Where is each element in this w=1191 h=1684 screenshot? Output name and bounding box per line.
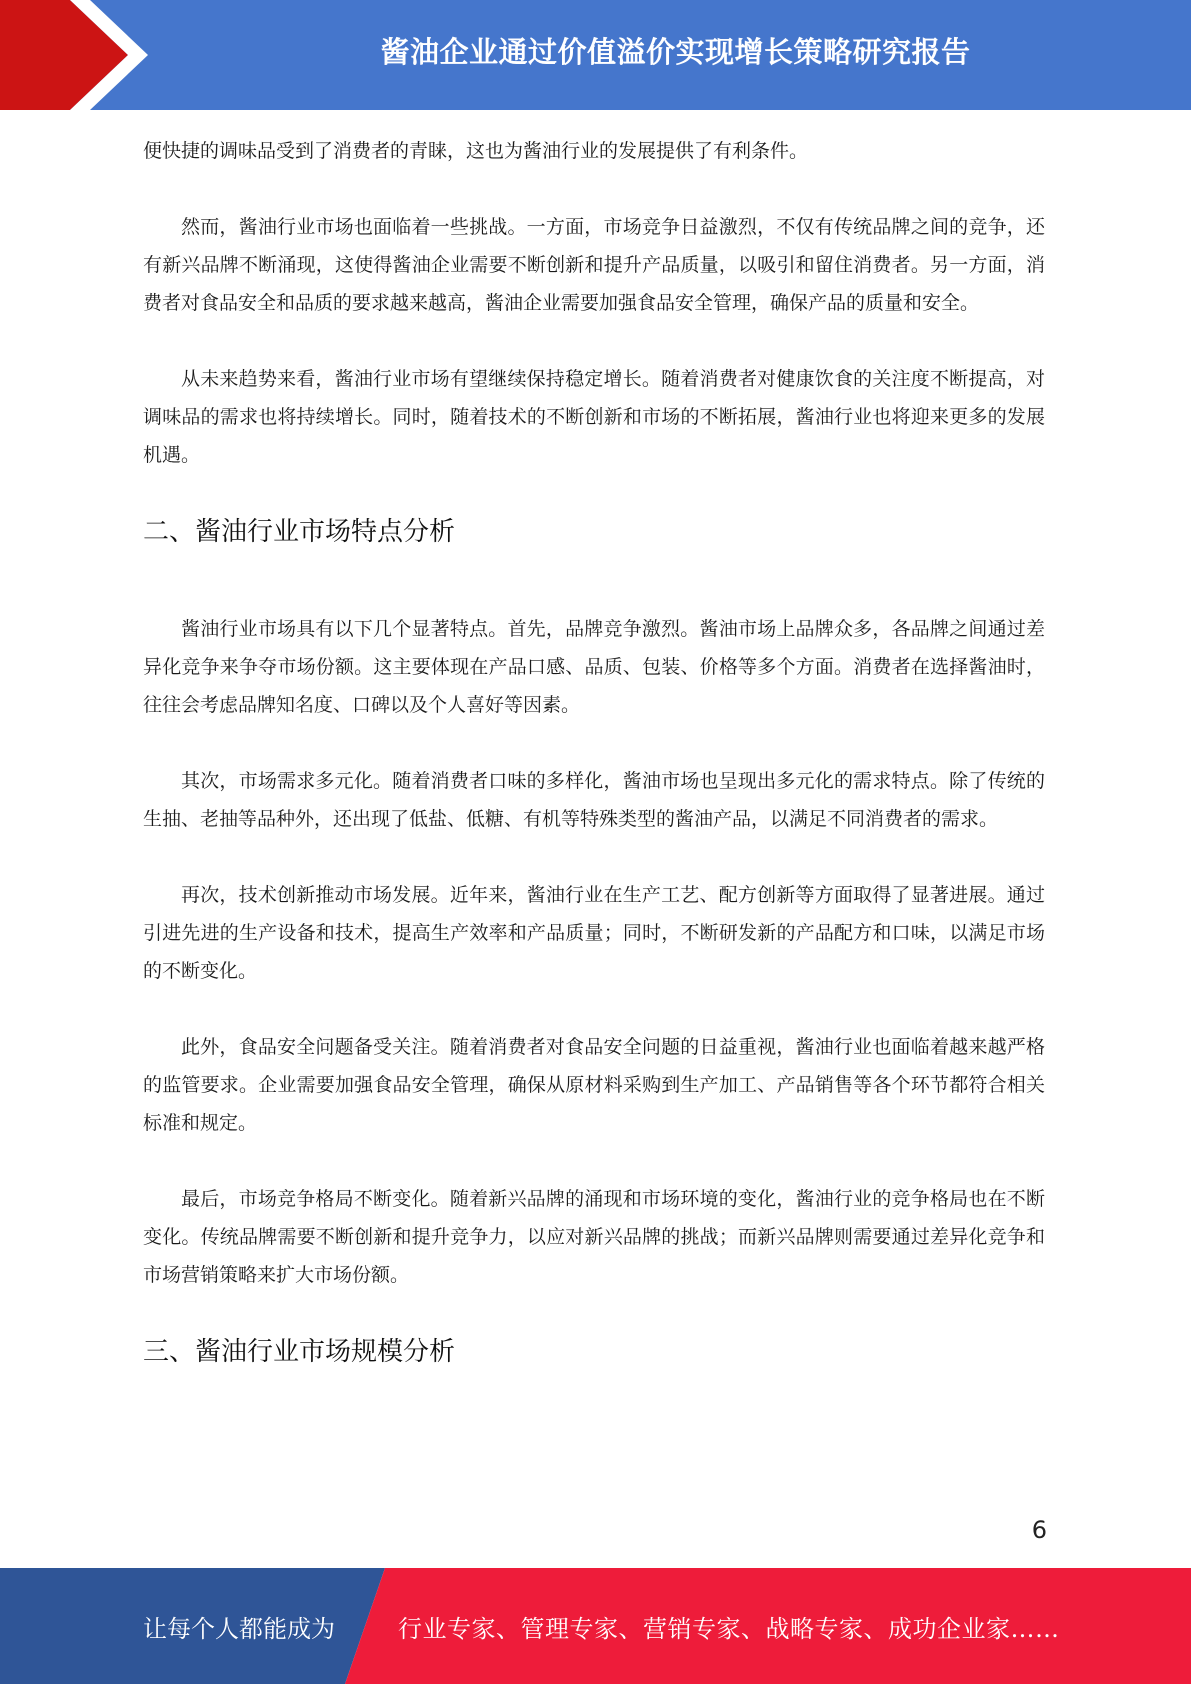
page-number: 6 — [1031, 1516, 1047, 1544]
paragraph: 酱油行业市场具有以下几个显著特点。首先，品牌竞争激烈。酱油市场上品牌众多，各品牌之间通过差异化竞争来争夺市场份额。这主要体现在产品口感、品质、包装、价格等多个方面。消费者在选择酱油时，往往会考虑品牌知名度、口碑以及个人喜好等因素。 — [143, 618, 1045, 716]
paragraph: 然而，酱油行业市场也面临着一些挑战。一方面，市场竞争日益激烈，不仅有传统品牌之间的竞争，还有新兴品牌不断涌现，这使得酱油企业需要不断创新和提升产品质量，以吸引和留住消费者。另一方面，消费者对食品安全和品质的要求越来越高，酱油企业需要加强食品安全管理，确保产品的质量和安全。 — [143, 216, 1045, 314]
page-footer — [0, 1568, 1191, 1684]
footer-slogan-right: 行业专家、管理专家、营销专家、战略专家、成功企业家…… — [398, 1614, 1060, 1643]
paragraph: 再次，技术创新推动市场发展。近年来，酱油行业在生产工艺、配方创新等方面取得了显著进展。通过引进先进的生产设备和技术，提高生产效率和产品质量；同时，不断研发新的产品配方和口味，以满足市场的不断变化。 — [143, 884, 1045, 982]
paragraph: 从未来趋势来看，酱油行业市场有望继续保持稳定增长。随着消费者对健康饮食的关注度不断提高，对调味品的需求也将持续增长。同时，随着技术的不断创新和市场的不断拓展，酱油行业也将迎来更多的发展机遇。 — [143, 368, 1045, 466]
page-content — [143, 132, 1045, 1372]
page-header — [0, 0, 1191, 110]
footer-slogan-left: 让每个人都能成为 — [143, 1614, 335, 1643]
report-title: 酱油企业通过价值溢价实现增长策略研究报告 — [380, 34, 971, 69]
paragraph: 其次，市场需求多元化。随着消费者口味的多样化，酱油市场也呈现出多元化的需求特点。除了传统的生抽、老抽等品种外，还出现了低盐、低糖、有机等特殊类型的酱油产品，以满足不同消费者的需求。 — [143, 770, 1045, 830]
paragraph: 最后，市场竞争格局不断变化。随着新兴品牌的涌现和市场环境的变化，酱油行业的竞争格局也在不断变化。传统品牌需要不断创新和提升竞争力，以应对新兴品牌的挑战；而新兴品牌则需要通过差异化竞争和市场营销策略来扩大市场份额。 — [143, 1188, 1045, 1286]
section-heading: 二、酱油行业市场特点分析 — [143, 517, 456, 547]
chevron-arrow-icon — [0, 0, 200, 110]
paragraph: 便快捷的调味品受到了消费者的青睐，这也为酱油行业的发展提供了有利条件。 — [143, 140, 809, 162]
section-heading: 三、酱油行业市场规模分析 — [143, 1337, 456, 1367]
paragraph: 此外，食品安全问题备受关注。随着消费者对食品安全问题的日益重视，酱油行业也面临着越来越严格的监管要求。企业需要加强食品安全管理，确保从原材料采购到生产加工、产品销售等各个环节都符合相关标准和规定。 — [143, 1036, 1045, 1134]
